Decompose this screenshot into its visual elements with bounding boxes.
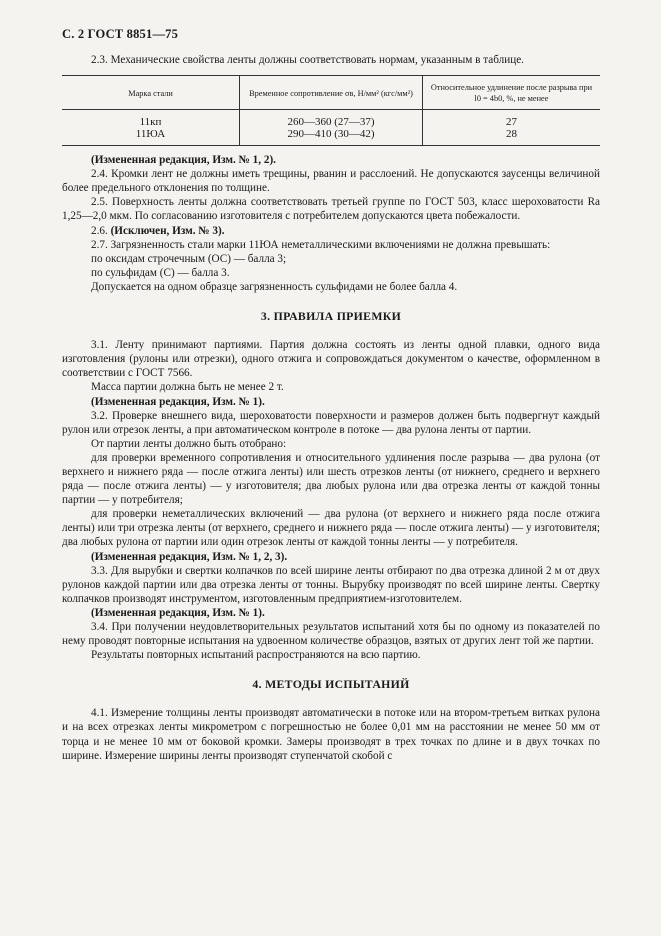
paragraph-2-5: 2.5. Поверхность ленты должна соответствовать третьей группе по ГОСТ 503, класс шероховатости Ra 1,25—2,0 мкм. По согласованию изготовителя с потребителем допускаются цвета побежалости. (62, 196, 600, 223)
paragraph-3-4-result: Результаты повторных испытаний распространяются на всю партию. (91, 649, 421, 662)
paragraph-3-4: 3.4. При получении неудовлетворительных результатов испытаний хотя бы по одному из показателей по нему проводят повторные испытания на удвоенном количестве образцов, взятых от других лент той же партии. (62, 621, 600, 648)
page-header: С. 2 ГОСТ 8851—75 (62, 27, 179, 41)
table-cell: 27 (422, 110, 600, 129)
paragraph-3-1: 3.1. Ленту принимают партиями. Партия должна состоять из ленты одной плавки, одного вида изготовления (рулоны или отрезки), одного отжига и сопровождаться документом о качестве, оформленном в соответствии с ГОСТ 7566. (62, 339, 600, 380)
paragraph-2-6 (62, 224, 600, 238)
paragraph-2-7-note: Допускается на одном образце загрязненность сульфидами не более балла 4. (91, 280, 458, 293)
table-cell: 11кп (139, 116, 162, 129)
table-cell: 290—410 (30—42) (240, 129, 423, 146)
table-row (62, 110, 600, 129)
paragraph-3-3: 3.3. Для вырубки и свертки колпачков по всей ширине ленты отбирают по два отрезка длиной 2 м от двух рулонов каждой партии или два отрезка ленты от тонны. Вырубку производят по всей ширине ленты. Свертку колпачков производят инструментом, изготовленным предприятием-изготовителем. (62, 564, 600, 605)
paragraph-2-7-item-2: по сульфидам (С) — балла 3. (91, 266, 230, 279)
revision-note: (Измененная редакция, Изм. № 1). (91, 395, 265, 408)
paragraph-3-2-tensile: для проверки временного сопротивления и относительного удлинения после разрыва — два рулона (от верхнего и нижнего ряда — после отжига ленты) или шесть отрезков ленты (от нижнего, среднего и верхнего ряда — после отжига ленты) — у изготовителя; два любых рулона или два отрезка ленты от каждой тонны партии — у потребителя; (62, 451, 600, 507)
section-title-4: 4. МЕТОДЫ ИСПЫТАНИЙ (252, 677, 410, 692)
paragraph-3-1-mass: Масса партии должна быть не менее 2 т. (91, 381, 284, 394)
table-row (62, 129, 600, 146)
table-cell: 260—360 (27—37) (240, 110, 423, 129)
paragraph-2-4: 2.4. Кромки лент не должны иметь трещины, рванин и расслоений. Не допускаются заусенцы величиной более предельного отклонения по толщине. (62, 168, 600, 195)
paragraph-2-3: 2.3. Механические свойства ленты должны соответствовать нормам, указанным в таблице. (91, 54, 524, 66)
table-header-tensile-strength: Временное сопротивление σв, Н/мм² (кгс/мм²) (240, 76, 423, 110)
paragraph-3-2-sampling: От партии ленты должно быть отобрано: (91, 437, 287, 450)
revision-note: (Измененная редакция, Изм. № 1, 2). (91, 154, 276, 167)
table-header-row (62, 76, 600, 110)
table-cell: 11ЮА (135, 127, 166, 140)
revision-note: (Измененная редакция, Изм. № 1, 2, 3). (91, 550, 288, 563)
mechanical-properties-table (62, 75, 600, 146)
revision-note: (Измененная редакция, Изм. № 1). (91, 606, 265, 619)
table-cell: 28 (422, 129, 600, 146)
paragraph-2-7-item-1: по оксидам строчечным (ОС) — балла 3; (91, 252, 287, 265)
paragraph-4-1: 4.1. Измерение толщины ленты производят автоматически в потоке или на втором-третьем витках рулона и на всех отрезках ленты микрометром с погрешностью не более 0,01 мм на расстоянии не менее 50 мм от торца и не менее 10 мм от боковой кромки. Замеры производят в трех точках по длине и в двух точках по ширине. Измерение ширины ленты производят ступенчатой скобой с (62, 707, 600, 762)
paragraph-2-7: 2.7. Загрязненность стали марки 11ЮА неметаллическими включениями не должна превышать: (91, 238, 551, 251)
paragraph-3-2: 3.2. Проверке внешнего вида, шероховатости поверхности и размеров должен быть подвергнут каждый рулон или отрезок ленты, а при автоматическом контроле в потоке — два рулона ленты от партии. (62, 409, 600, 436)
table-header-elongation: Относительное удлинение после разрыва при l0 = 4b0, %, не менее (422, 76, 600, 110)
paragraph-3-2-inclusions: для проверки неметаллических включений — два рулона (от верхнего и нижнего ряда после отжига ленты) или три отрезка ленты (от верхнего, среднего и нижнего ряда — после отжига ленты) — у изготовителя; два любых рулона от партии или один отрезок ленты от каждой тонны ленты — у потребителя. (62, 508, 600, 549)
section-title-3: 3. ПРАВИЛА ПРИЕМКИ (260, 309, 402, 324)
paragraph-2-6-number: 2.6. (91, 224, 108, 237)
table-header-steel-grade: Марка стали (62, 76, 240, 110)
page-content (62, 53, 600, 763)
paragraph-2-6-note: (Исключен, Изм. № 3). (110, 224, 225, 237)
